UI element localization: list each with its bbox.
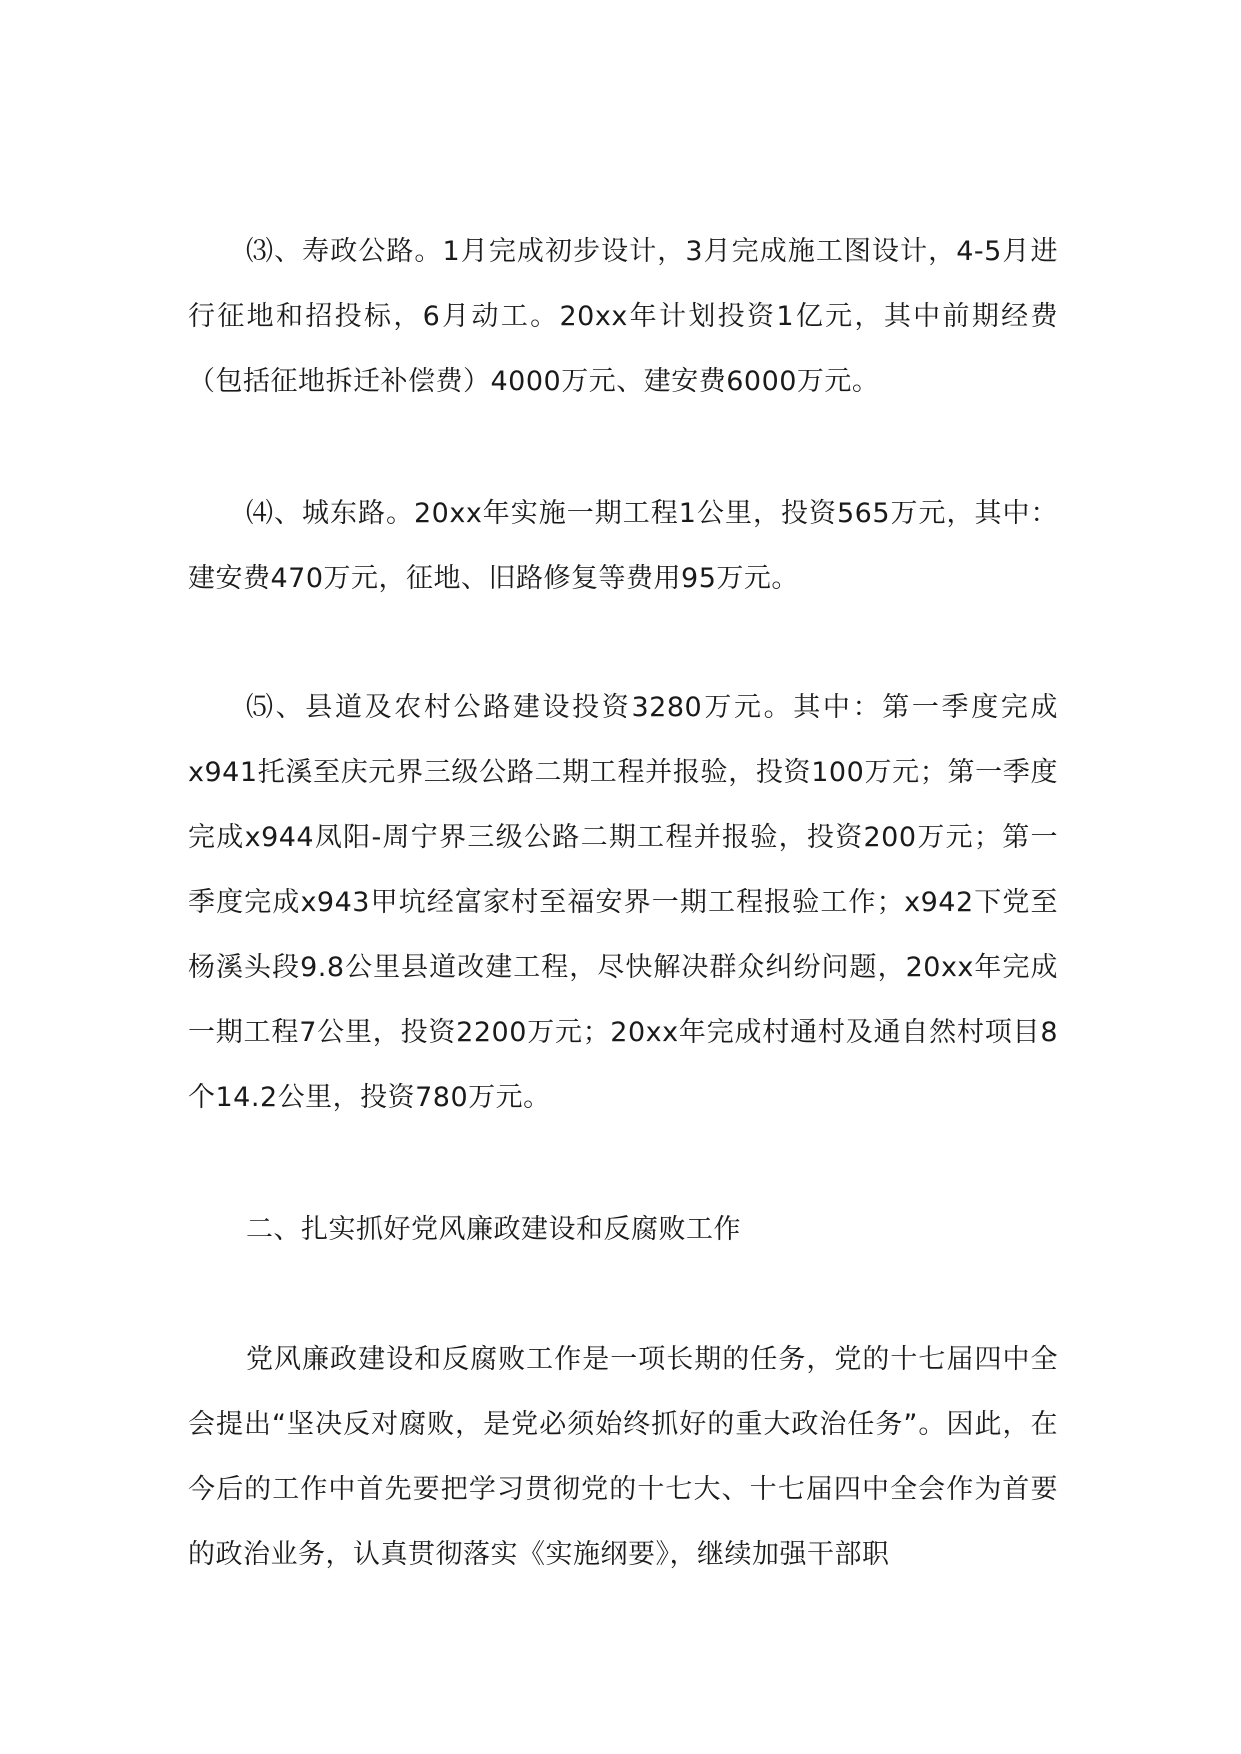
paragraph-anti-corruption: 党风廉政建设和反腐败工作是一项长期的任务，党的十七届四中全会提出“坚决反对腐败，是党必须始终抓好的重大政治任务”。因此，在今后的工作中首先要把学习贯彻党的十七大、十七届四中全会作为首要的政治业务，认真贯彻落实《实施纲要》，继续加强干部职	[188, 1344, 1058, 1570]
paragraph-county-rural-roads: ⑸、县道及农村公路建设投资3280万元。其中：第一季度完成x941托溪至庆元界三级公路二期工程并报验，投资100万元；第一季度完成x944凤阳-周宁界三级公路二期工程并报验，投资200万元；第一季度完成x943甲坑经富家村至福安界一期工程报验工作；x942下党至杨溪头段9.8公里县道改建工程，尽快解决群众纠纷问题，20xx年完成一期工程7公里，投资2200万元；20xx年完成村通村及通自然村项目8个14.2公里，投资780万元。	[188, 692, 1058, 1113]
section-heading: 二、扎实抓好党风廉政建设和反腐败工作	[246, 1214, 741, 1245]
paragraph-shouzheng-road: ⑶、寿政公路。1月完成初步设计，3月完成施工图设计，4-5月进行征地和招投标，6月动工。20xx年计划投资1亿元，其中前期经费（包括征地拆迁补偿费）4000万元、建安费6000万元。	[188, 236, 1058, 397]
paragraph-chengdong-road: ⑷、城东路。20xx年实施一期工程1公里，投资565万元，其中：建安费470万元，征地、旧路修复等费用95万元。	[188, 498, 1058, 594]
